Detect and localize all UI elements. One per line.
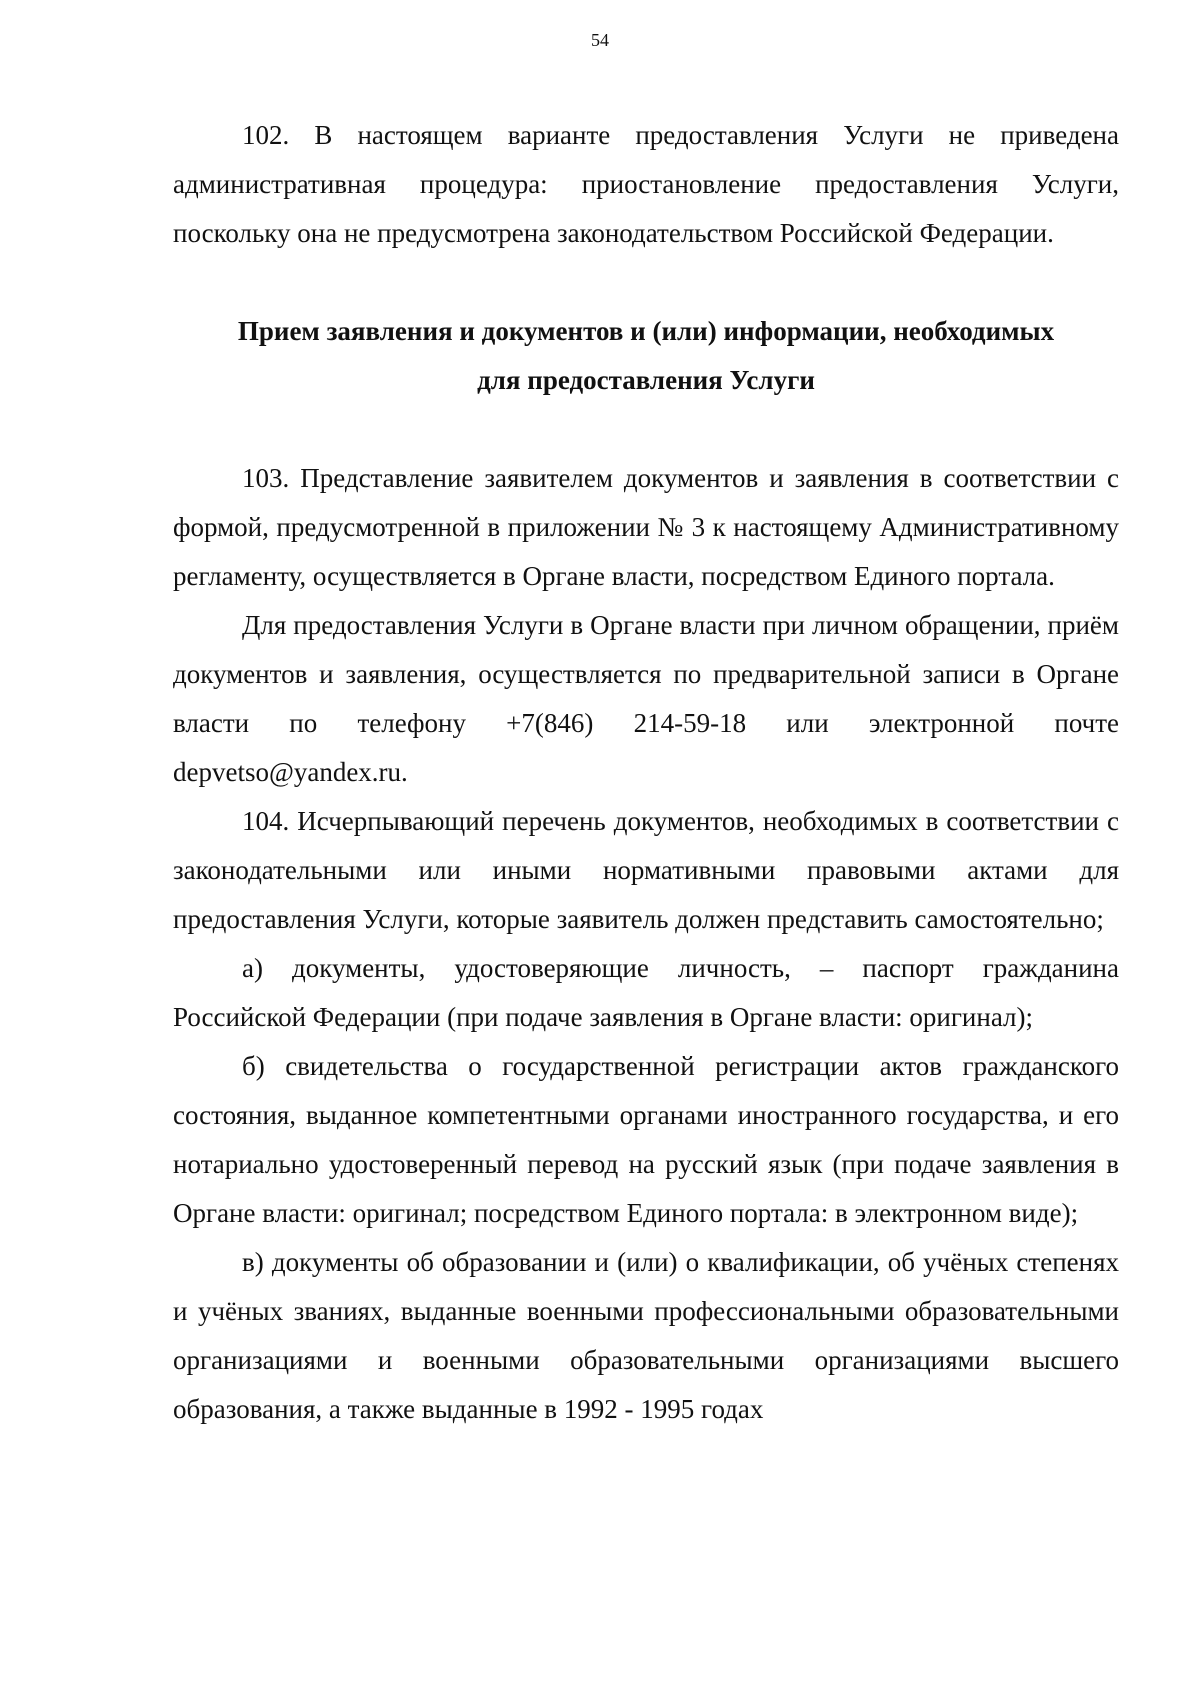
spacer	[173, 405, 1119, 454]
paragraph-102: 102. В настоящем варианте предоставления Услуги не приведена административная процедура: приостановление предоставления Услуги, поскольку она не предусмотрена законодательством Российской Федерации.	[173, 120, 1119, 249]
document-body	[173, 111, 1119, 1434]
spacer	[173, 258, 1119, 307]
paragraph-104-b: б) свидетельства о государственной регистрации актов гражданского состояния, выданное компетентными органами иностранного государства, и его нотариально удостоверенный перевод на русский язык (при подаче заявления в Органе власти: оригинал; посредством Единого портала: в электронном виде);	[173, 1051, 1119, 1229]
section-heading-line-2: для предоставления Услуги	[477, 365, 815, 396]
section-heading-line-1: Прием заявления и документов и (или) информации, необходимых	[237, 316, 1055, 347]
paragraph-104: 104. Исчерпывающий перечень документов, необходимых в соответствии с законодательными или иными нормативными правовыми актами для предоставления Услуги, которые заявитель должен представить самостоятельно;	[173, 806, 1119, 935]
paragraph-103: 103. Представление заявителем документов и заявления в соответствии с формой, предусмотренной в приложении № 3 к настоящему Административному регламенту, осуществляется в Органе власти, посредством Единого портала.	[173, 463, 1119, 592]
paragraph-104-c: в) документы об образовании и (или) о квалификации, об учёных степенях и учёных званиях, выданные военными профессиональными образовательными организациями и военными образовательными организациями высшего образования, а также выданные в 1992 - 1995 годах	[173, 1247, 1119, 1425]
paragraph-104-a: а) документы, удостоверяющие личность, – паспорт гражданина Российской Федерации (при подаче заявления в Органе власти: оригинал);	[173, 953, 1119, 1033]
paragraph-103-contact: Для предоставления Услуги в Органе власти при личном обращении, приём документов и заявления, осуществляется по предварительной записи в Органе власти по телефону +7(846) 214-59-18 или электронной почте depvetso@yandex.ru.	[173, 610, 1119, 788]
page-number: 54	[591, 30, 609, 50]
